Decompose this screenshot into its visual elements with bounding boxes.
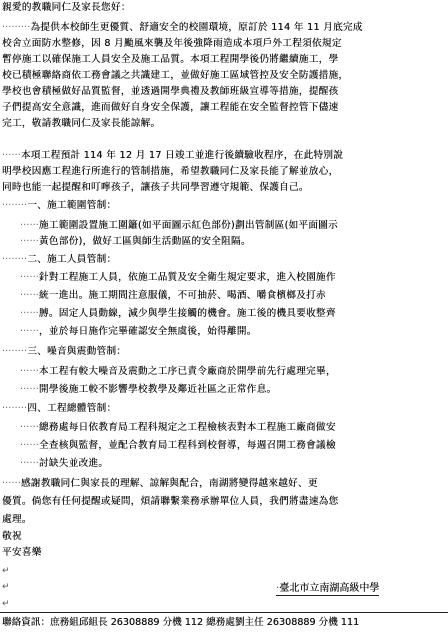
section-heading: ········三、噪音與震動管制： [2, 346, 127, 357]
p3-line: 處理。 [2, 514, 32, 525]
section-line: ······本工程有較大噪音及震動之工序已責令廠商於開學前先行處理完畢， [20, 366, 336, 377]
section-line: ······總務處每日依教育局工程科規定之工程檢核表對本工程施工廠商做安 [20, 422, 336, 433]
p1-line: 校已積極聯絡商依工務會議之共識建工，並做好施工區域管控及安全防護措施， [2, 70, 349, 81]
p3-line: 優質。倘您有任何提醒或疑問，煩請聯繫業務承辦單位人員，我們將盡速為您 [2, 496, 339, 507]
salutation: 親愛的教職同仁及家長您好： [2, 2, 131, 13]
p2-line: ······本項工程預計 114 年 12 月 17 日竣工並進行後續驗收程序，在此特別說 [2, 150, 344, 161]
p2-line: 明學校因應工程進行所進行的管制措施，希望教職同仁及家長能了解並放心， [2, 166, 339, 177]
p2-line: 同時也能一起提醒和叮嚀孩子，讓孩子共同學習遵守規範、保護自己。 [2, 182, 309, 193]
section-line: ······黃色部份)，做好工區與師生活動區的安全阻隔。 [20, 236, 251, 247]
section-line: ······膊。固定人員動線，減少與學生接觸的機會。施工後的機具要收整齊 [20, 308, 336, 319]
section-heading: ········二、施工人員管制： [2, 254, 117, 265]
closing-line: 平安喜樂 [2, 547, 42, 558]
p1-line: 暫停施工以確保施工人員安全及施工品質。本項工程開學後仍將繼續施工，學 [2, 54, 339, 65]
section-line: ······討缺失並改進。 [20, 458, 109, 469]
section-line: ······，並於每日施作完畢確認安全無虞後，始得離開。 [20, 326, 257, 337]
section-line: ······全查核與監督，並配合教育局工程科到校督導，每週召開工務會議檢 [20, 440, 336, 451]
section-line: ······針對工程施工人員，依施工品質及安全衛生規定要求，進入校園施作 [20, 272, 336, 283]
section-heading: ········一、施工範圍管制： [2, 200, 117, 211]
p1-line: 學校也會積極做好品質監督，並透過開學典禮及教師班級宣導等措施，提醒孩 [2, 86, 339, 97]
p1-line: 子們提高安全意識，進而做好自身安全保護，讓工程能在安全監督控管下儘速 [2, 102, 339, 113]
p1-line: ·········為提供本校師生更優質、舒適安全的校園環境，原訂於 114 年 11 月底完成 [2, 22, 363, 33]
paragraph-mark-icon: ↵ [2, 566, 10, 576]
section-line: ······施工範圍設置施工圍籬(如平面圖示紅色部份)劃出管制區(如平面圖示 [20, 220, 338, 231]
footer-divider [0, 612, 448, 613]
school-signature: ·臺北市立南湖高級中學 [276, 583, 380, 594]
p3-line: ······感謝教職同仁與家長的理解、諒解與配合，南湖將變得越來越好、更 [2, 478, 318, 489]
contact-info: 聯絡資訊：庶務組邱組長 26308889 分機 112 總務處劉主任 26308889 分機 111 [2, 617, 360, 628]
paragraph-mark-icon: ↵ [2, 599, 10, 609]
p1-line: 完工，敬請教職同仁及家長能諒解。 [2, 118, 161, 129]
section-line: ······統一進出。施工期間注意服儀，不可抽菸、喝酒、嚼食檳榔及打赤 [20, 290, 326, 301]
p1-line: 校舍立面防水整修，因 8 月颱風來襲及年後強降雨造成本項戶外工程須依規定 [2, 38, 342, 49]
section-heading: ········四、工程總體管制： [2, 403, 117, 414]
paragraph-mark-icon: ↵ [2, 582, 10, 592]
section-line: ······開學後施工較不影響學校教學及鄰近社區之正常作息。 [20, 384, 277, 395]
closing-line: 敬祝 [2, 531, 22, 542]
